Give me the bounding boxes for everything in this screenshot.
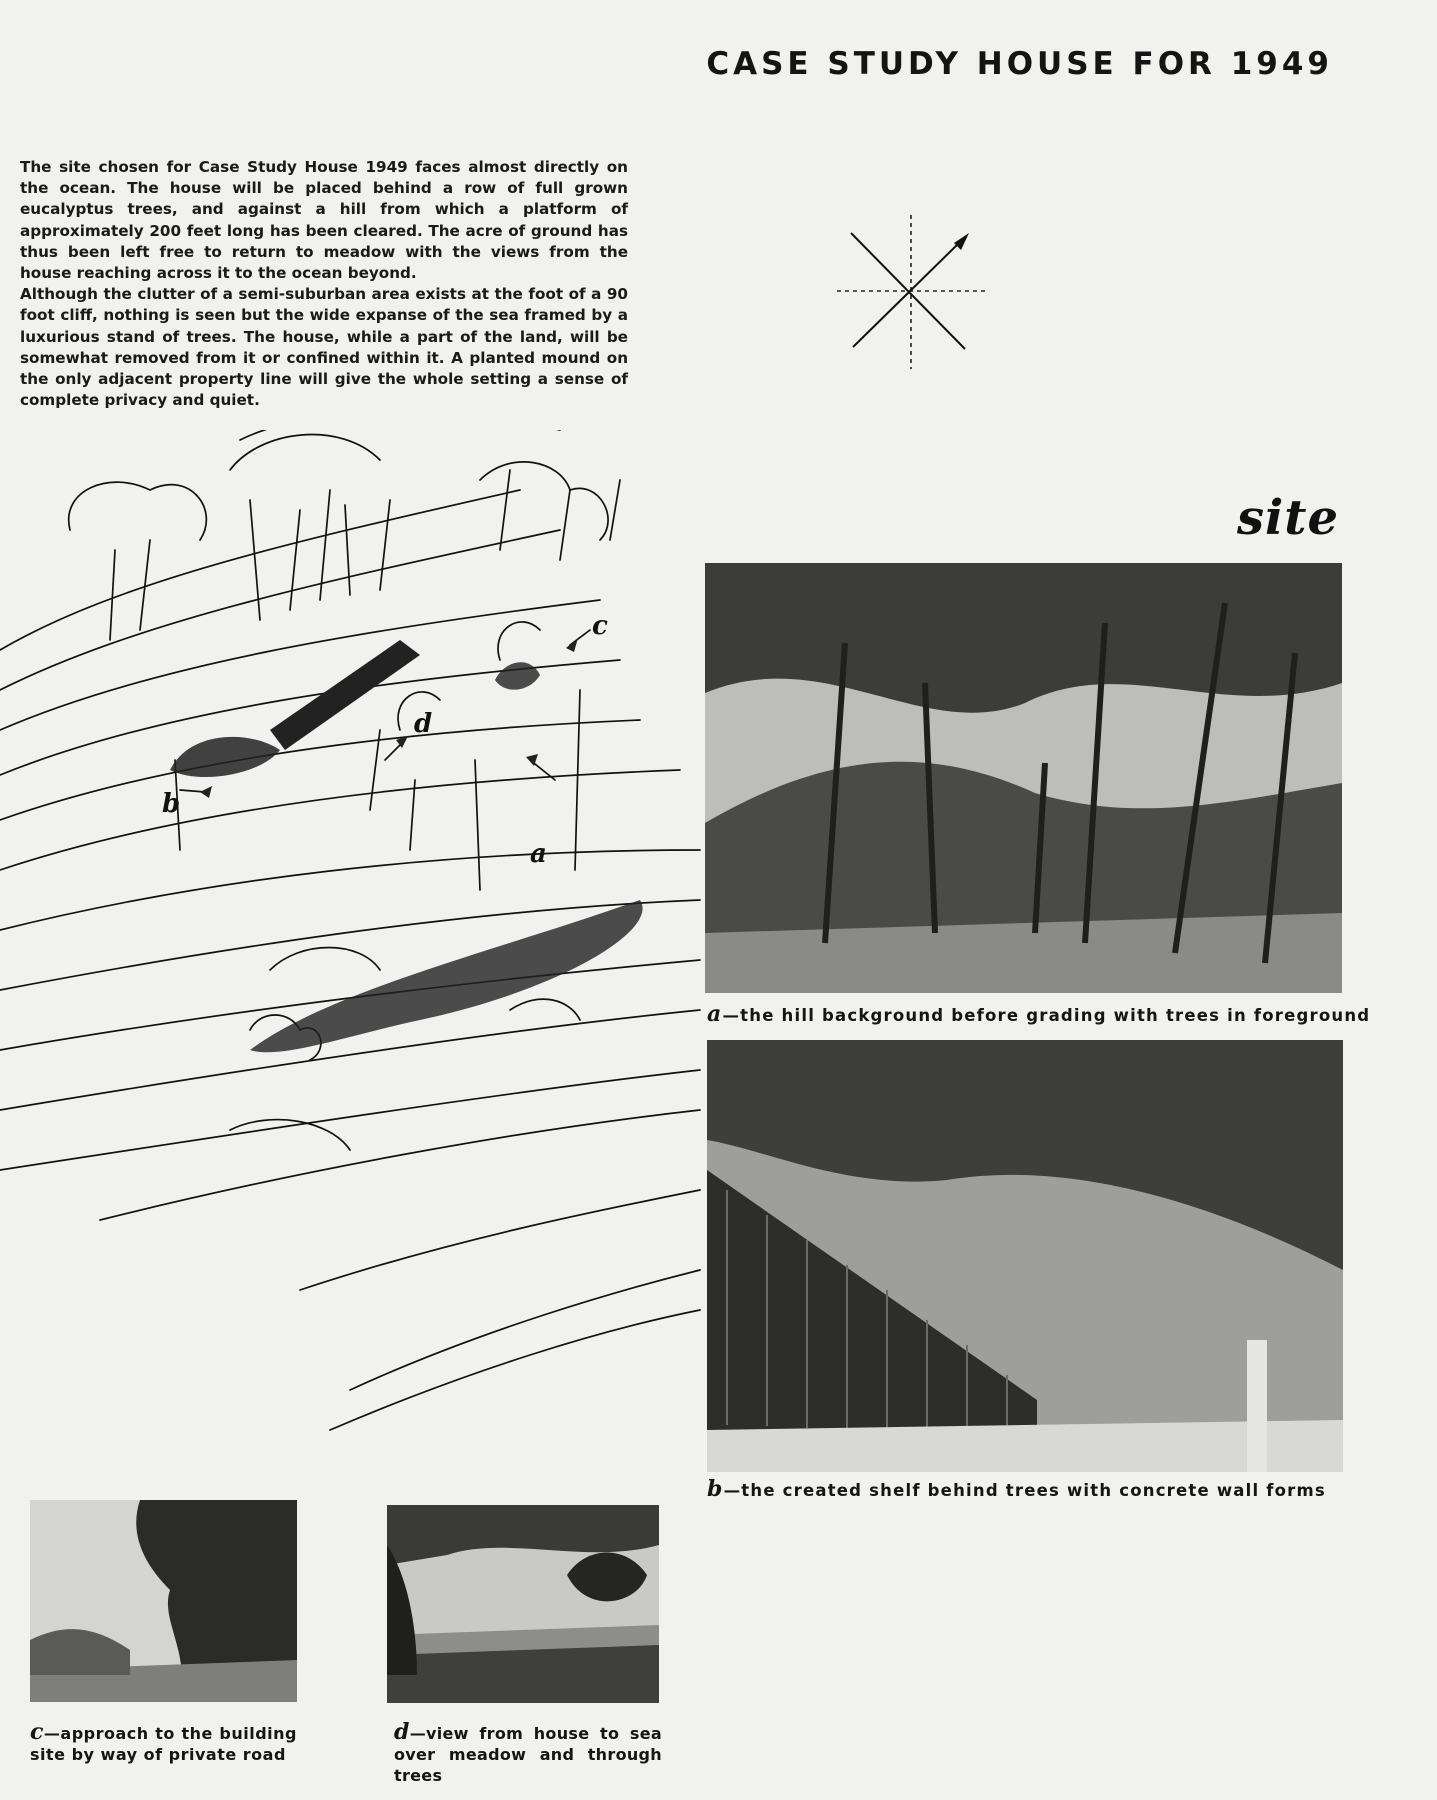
caption-a-letter: a [707,1001,723,1027]
photo-hill-background [705,563,1342,993]
sketch-marker-c: c [592,611,608,641]
intro-paragraph-2: Although the clutter of a semi-suburban area exists at the foot of a 90 foot cliff, nothing is seen but the wide expanse of the sea framed by a luxurious stand of trees. The house, while a part of the land, will be somewhat removed from it or confined within it. A planted mound on the only adjacent property line will give the whole setting a sense of complete privacy and quiet. [20,285,628,410]
intro-paragraph-1: The site chosen for Case Study House 1949 faces almost directly on the ocean. The house will be placed behind a row of full grown eucalyptus trees, and against a hill from which a platform of approximately 200 feet long has been cleared. The acre of ground has thus been left free to return to meadow with the views from the house reaching across it to the ocean beyond. [20,158,628,283]
caption-d-letter: d [394,1719,410,1745]
caption-c-text: —approach to the building site by way of private road [30,1724,297,1764]
intro-text [20,157,628,411]
photo-view-to-sea [387,1505,659,1703]
caption-b-letter: b [707,1476,724,1502]
north-arrow-icon [833,213,989,371]
caption-a [707,1001,1370,1027]
sketch-marker-b: b [162,789,181,819]
caption-c-letter: c [30,1719,44,1745]
photo-approach-road [30,1500,297,1702]
caption-b-text: —the created shelf behind trees with concrete wall forms [723,1481,1326,1500]
section-heading-site: site [1237,490,1339,546]
page-title: CASE STUDY HOUSE FOR 1949 [706,46,1333,82]
caption-d [394,1719,662,1786]
caption-c [30,1719,297,1765]
photo-created-shelf [707,1040,1343,1472]
site-sketch-drawing [0,430,710,1460]
caption-d-text: —view from house to sea over meadow and through trees [394,1724,662,1785]
sketch-marker-a: a [530,839,547,869]
caption-b [707,1476,1326,1502]
sketch-marker-d: d [414,709,433,739]
caption-a-text: —the hill background before grading with trees in foreground [722,1006,1371,1025]
